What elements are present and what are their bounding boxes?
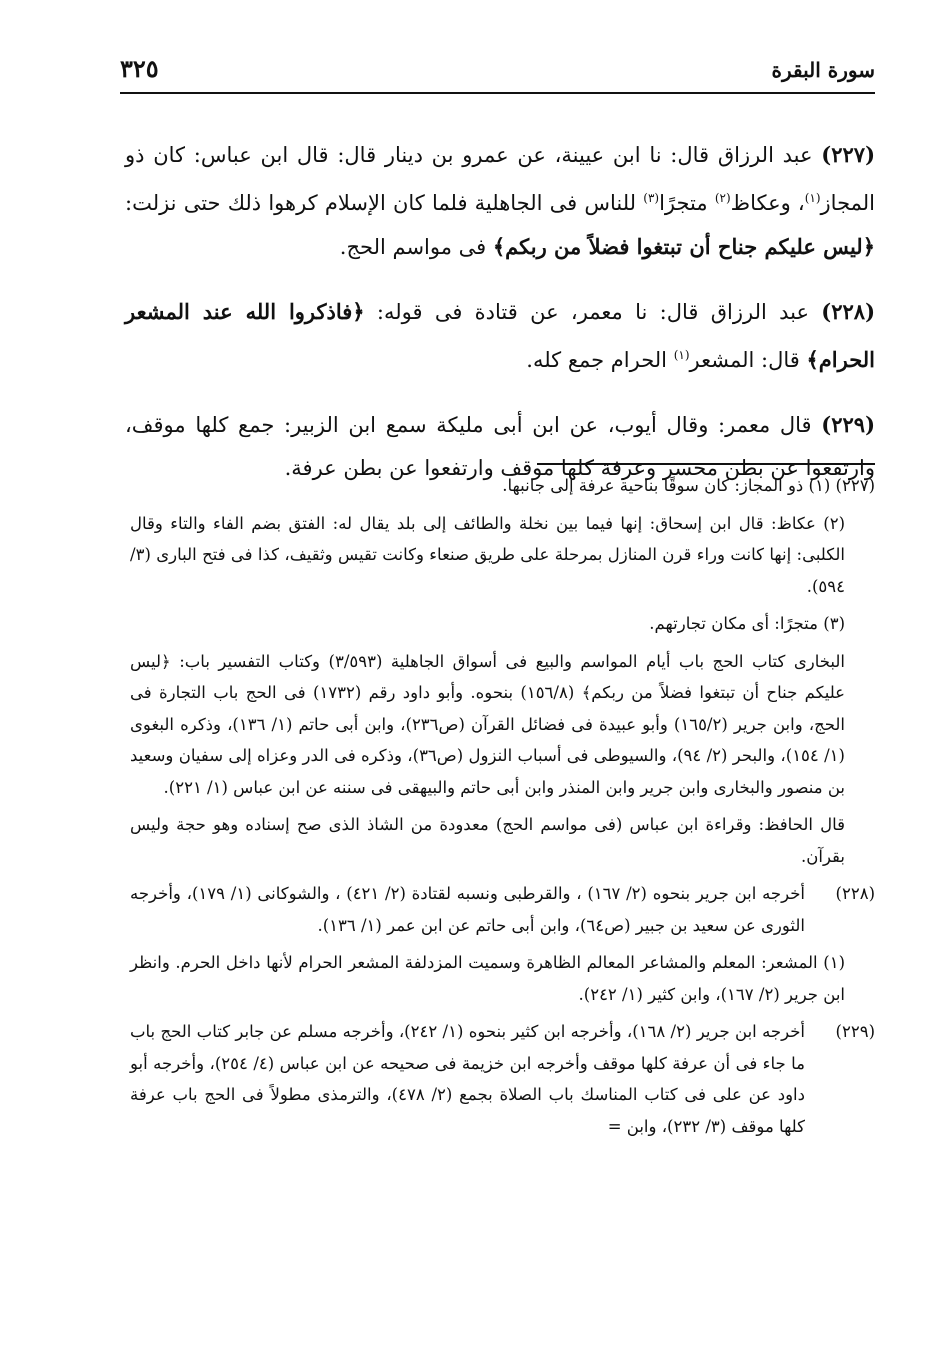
entry-text: للناس فى الجاهلية فلما كان الإسلام كرهوا ذلك حتى نزلت: bbox=[125, 191, 644, 215]
surah-title: سورة البقرة bbox=[771, 58, 875, 82]
entry-text: فى مواسم الحج. bbox=[339, 235, 493, 259]
takhrij-229 bbox=[130, 1016, 875, 1142]
entry-text: الحرام جمع كله. bbox=[526, 348, 674, 372]
takhrij-text: أخرجه ابن جرير بنحوه (٢/ ١٦٧) ، والقرطبى ونسبه لقتادة (٢/ ٤٢١) ، والشوكانى (١/ ١٧٩)، وأخرجه الثورى عن سعيد بن جبير (ص٦٤)، وابن أبى حاتم عن ابن عمر (١/ ١٣٦). bbox=[130, 884, 806, 935]
footnotes bbox=[130, 470, 875, 1148]
footnote-227-3: (٣) متجرًا: أى مكان تجارتهم. bbox=[649, 614, 845, 633]
entry-text: قال معمر: وقال أيوب، عن ابن أبى مليكة سمع ابن الزبير: جمع كلها موقف، وارتفعوا عن بطن محسر وعرفة كلها موقف وارتفعوا عن بطن عرفة. bbox=[125, 413, 875, 480]
footnote-227-2: (٢) عكاظ: قال ابن إسحاق: إنها فيما بين نخلة والطائف إلى بلد يقال له: الفتق بضم الفاء والتاء وقال الكلبى: إنها كانت وراء قرن المنازل بمرحلة على طريق صنعاء وكانت تقيس وثقيف، كذا فى فتح البارى (٣/ ٥٩٤). bbox=[130, 513, 845, 596]
entry-227 bbox=[125, 133, 875, 269]
takhrij-228 bbox=[130, 878, 875, 941]
entry-text: متجرًا bbox=[659, 191, 715, 215]
entry-228 bbox=[125, 290, 875, 382]
page-number: ٣٢٥ bbox=[120, 54, 159, 83]
takhrij-text: أخرجه ابن جرير (٢/ ١٦٨)، وأخرجه ابن كثير بنحوه (١/ ٢٤٢)، وأخرجه مسلم عن جابر كتاب الحج باب ما جاء فى أن عرفة كلها موقف وأخرجه ابن خزيمة فى صحيحه عن ابن عباس (٤/ ٢٥٤)، وأخرجه أبو داود عن على فى كتاب المناسك باب الصلاة بجمع (٢/ ٤٧٨)، والترمذى مطولاً فى الحج باب عرفة كلها موقف (٣/ ٢٣٢)، وابن = bbox=[130, 1022, 806, 1136]
main-text bbox=[125, 112, 875, 502]
quran-quote: ﴿ليس عليكم جناح أن تبتغوا فضلاً من ربكم﴾ bbox=[130, 651, 845, 702]
takhrij-227 bbox=[130, 646, 875, 804]
footnote-ref: (٢) bbox=[714, 191, 731, 205]
footnote-separator bbox=[537, 463, 875, 465]
entry-number: (٢٢٧) bbox=[821, 142, 875, 167]
takhrij-number: (٢٢٨) bbox=[835, 884, 875, 903]
entry-number: (٢٢٨) bbox=[821, 299, 876, 324]
takhrij-number: (٢٢٩) bbox=[835, 1022, 875, 1041]
footnote-ref: (١) bbox=[804, 191, 821, 205]
footnote-228-1: (١) المشعر: المعلم والمشاعر المعالم الظاهرة وسميت المزدلفة المشعر الحرام لأنها داخل الحرم. وانظر ابن جرير (٢/ ١٦٧)، وابن كثير (١/ ٢٤٢). bbox=[130, 953, 845, 1004]
entry-number: (٢٢٩) bbox=[821, 412, 875, 437]
quran-quote: ﴿ليس عليكم جناح أن تبتغوا فضلاً من ربكم﴾ bbox=[492, 234, 875, 259]
page-header bbox=[120, 52, 875, 94]
takhrij-text: البخارى كتاب الحج باب أيام المواسم والبيع فى أسواق الجاهلية (٣/٥٩٣) وكتاب التفسير باب: bbox=[170, 651, 845, 671]
footnote-ref: (٣) bbox=[643, 191, 660, 205]
entry-text: ، وعكاظ bbox=[730, 191, 805, 215]
hafiz-note: قال الحافظ: وقراءة ابن عباس (فى مواسم الحج) معدودة من الشاذ الذى صح إسناده وهو حجة وليس بقرآن. bbox=[130, 815, 845, 866]
entry-text: عبد الرزاق قال: نا ابن عيينة، عن عمرو بن دينار قال: قال ابن عباس: كان ذو المجاز bbox=[125, 143, 875, 215]
entry-text: قال: المشعر bbox=[689, 348, 807, 372]
entry-text: عبد الرزاق قال: نا معمر، عن قتادة فى قوله: bbox=[364, 300, 822, 324]
footnote-ref: (١) bbox=[673, 348, 690, 362]
takhrij-text: (١٥٦/٨) بنحوه. وأبو داود رقم (١٧٣٢) فى الحج باب التجارة فى الحج، وابن جرير (١٦٥/٢) وأبو عبيدة فى فضائل القرآن (ص٢٣٦)، وابن أبى حاتم (١/ ١٣٦)، وذكره البغوى (١/ ١٥٤)، والبحر (٢/ ٩٤)، والسيوطى فى أسباب النزول (ص٣٦)، وذكره فى الدر وعزاه إلى سفيان وسعيد بن منصور والبخارى وابن جرير وابن المنذر وابن أبى حاتم والبيهقى فى سننه عن ابن عباس (١/ ٢٢١). bbox=[130, 683, 845, 797]
quran-quote: ﴿فاذكروا الله عند المشعر الحرام﴾ bbox=[125, 299, 875, 372]
footnote-227-1: (٢٢٧) (١) ذو المجاز: كان سوقًا بناحية عرفة إلى جانبها. bbox=[502, 476, 875, 495]
